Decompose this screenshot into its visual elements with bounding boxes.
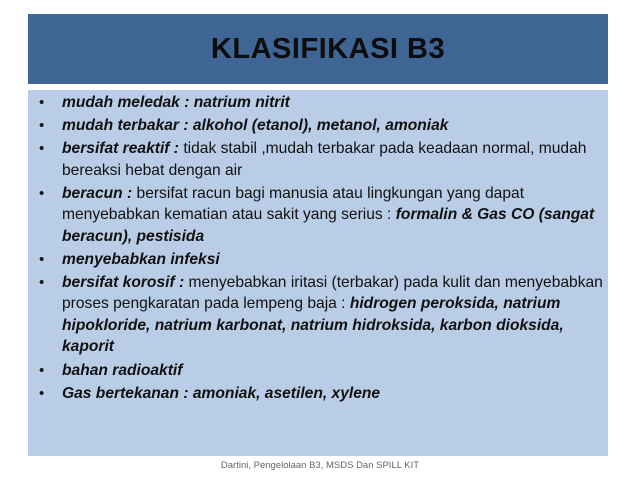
item-emphasis-2: formalin & Gas CO (sangat beracun), pestisida [62,206,595,245]
item-emphasis: bersifat korosif : [62,273,185,291]
bullet-icon: • [39,117,45,135]
list-item [36,115,606,137]
slide-title: KLASIFIKASI B3 [210,32,446,65]
item-emphasis: Gas bertekanan : amoniak, asetilen, xylene [62,384,381,402]
list-item [36,92,606,114]
list-item [36,383,606,405]
bullet-icon: • [39,94,45,111]
bullet-icon: • [39,361,45,379]
item-emphasis: menyebabkan infeksi [62,250,220,268]
bullet-icon: • [39,384,45,402]
list-item [36,138,606,181]
item-text: bersifat racun bagi manusia atau lingkungan yang dapat menyebabkan kematian atau sakit yang serius : [62,184,525,224]
list-item [36,249,606,271]
item-emphasis: mudah meledak : natrium nitrit [62,94,290,111]
bullet-list [36,92,606,406]
bullet-icon: • [39,140,45,158]
list-item [36,272,606,358]
item-emphasis: bersifat reaktif : [62,140,179,158]
bullet-icon: • [39,250,45,268]
item-emphasis-2: hidrogen peroksida, natrium hipokloride, natrium karbonat, natrium hidroksida, karbon dioksida, kaporit [62,295,564,356]
item-emphasis: mudah terbakar : alkohol (etanol), metanol, amoniak [62,117,449,135]
title-band [28,14,608,84]
slide-footer: Dartini, Pengelolaan B3, MSDS Dan SPILL KIT [220,460,420,471]
item-emphasis: bahan radioaktif [62,361,183,379]
item-emphasis: beracun : [62,184,133,202]
list-item [36,183,606,248]
item-text: tidak stabil ,mudah terbakar pada keadaan normal, mudah bereaksi hebat dengan air [62,140,587,179]
list-item [36,360,606,382]
bullet-icon: • [39,184,45,202]
content-panel [28,90,608,456]
item-text: menyebabkan iritasi (terbakar) pada kulit dan menyebabkan proses pengkaratan pada lempeng baja : [62,273,603,313]
bullet-icon: • [39,273,45,291]
